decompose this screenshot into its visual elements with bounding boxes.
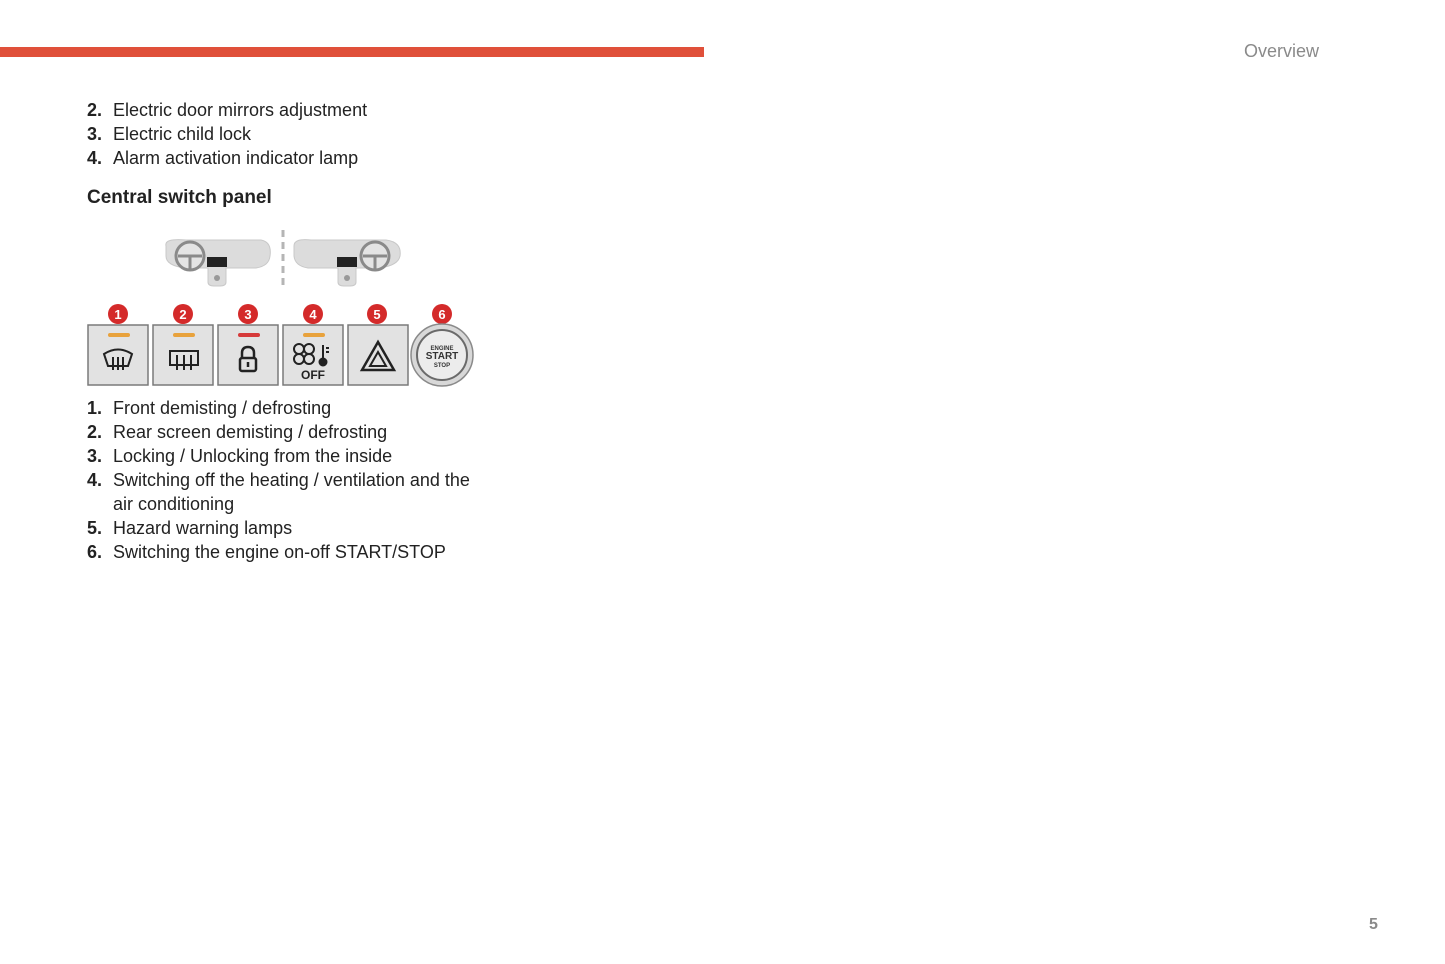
badge-number: 2 [179, 307, 187, 322]
list-number: 2. [87, 422, 103, 442]
list-number: 4. [87, 470, 103, 490]
badge-number: 1 [114, 307, 122, 322]
list-item [87, 146, 487, 170]
badge-number: 5 [373, 307, 381, 322]
rear-demist-button[interactable] [153, 325, 213, 385]
stop-label: STOP [433, 363, 451, 369]
list-number: 2. [87, 100, 103, 120]
list-text: Locking / Unlocking from the inside [113, 446, 393, 466]
list-number: 3. [87, 446, 103, 466]
list-number: 1. [87, 398, 103, 418]
list-item [87, 444, 487, 468]
climate-off-button[interactable] [283, 325, 343, 385]
list-text: Switching the engine on-off START/STOP [113, 542, 446, 562]
list-item [87, 122, 487, 146]
list-item [87, 420, 487, 444]
off-label: OFF [301, 368, 325, 382]
list-text: Electric child lock [113, 124, 252, 144]
list-text: Hazard warning lamps [113, 518, 293, 538]
badge-number: 4 [309, 307, 317, 322]
list-text: Switching off the heating / ventilation and the air conditioning [113, 470, 470, 514]
rhd-dashboard-icon [294, 240, 400, 286]
list-item [87, 516, 487, 540]
list-number: 5. [87, 518, 103, 538]
intro-list [87, 98, 487, 170]
hazard-warning-button[interactable] [348, 325, 408, 385]
badge-3 [238, 304, 258, 324]
badge-5 [367, 304, 387, 324]
engine-label: ENGINE [430, 346, 454, 352]
start-label: START [425, 351, 459, 362]
amber-lamp [303, 333, 325, 337]
badge-6 [432, 304, 452, 324]
amber-lamp [173, 333, 195, 337]
section-title: Overview [1244, 41, 1320, 61]
list-text: Electric door mirrors adjustment [113, 100, 368, 120]
list-item [87, 468, 487, 516]
badge-4 [303, 304, 323, 324]
list-item [87, 540, 487, 564]
list-number: 6. [87, 542, 103, 562]
engine-start-stop-button[interactable] [411, 324, 473, 386]
badge-number: 6 [438, 307, 446, 322]
badge-1 [108, 304, 128, 324]
list-text: Rear screen demisting / defrosting [113, 422, 388, 442]
list-number: 3. [87, 124, 103, 144]
section-heading: Central switch panel [87, 187, 272, 208]
front-demist-button[interactable] [88, 325, 148, 385]
list-text: Alarm activation indicator lamp [113, 148, 359, 168]
badge-2 [173, 304, 193, 324]
badge-number: 3 [244, 307, 252, 322]
list-item [87, 396, 487, 420]
list-text: Front demisting / defrosting [113, 398, 332, 418]
central-lock-button[interactable] [218, 325, 278, 385]
page-number: 5 [1369, 916, 1378, 933]
list-number: 4. [87, 148, 103, 168]
list-item [87, 98, 487, 122]
header-accent-bar [0, 47, 704, 57]
central-switch-panel-diagram [86, 226, 478, 388]
lhd-dashboard-icon [166, 240, 270, 286]
red-lamp [238, 333, 260, 337]
amber-lamp [108, 333, 130, 337]
switch-legend-list [87, 396, 487, 564]
